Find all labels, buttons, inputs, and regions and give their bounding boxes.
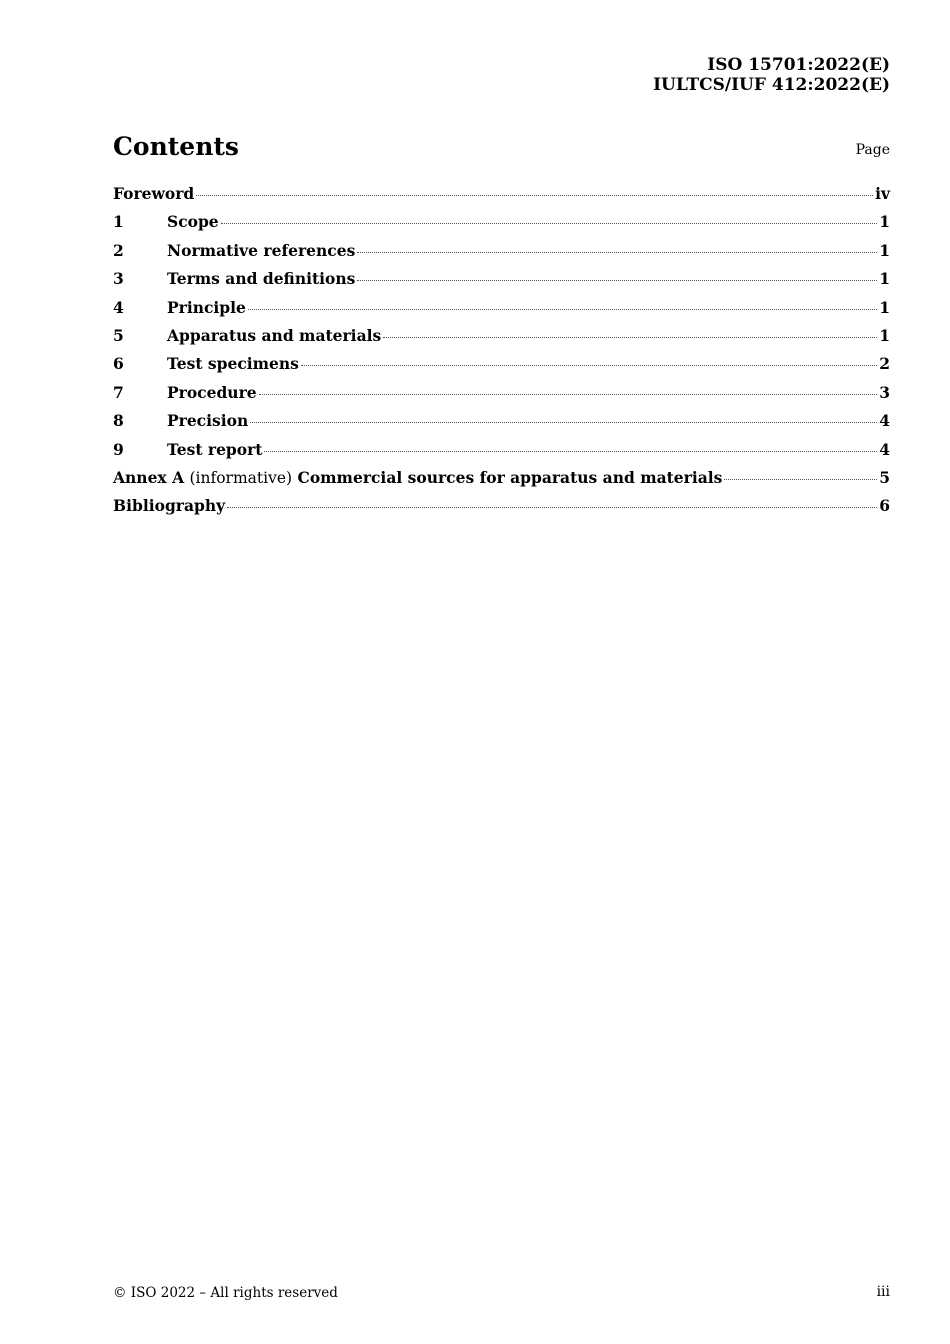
dot-leader	[724, 479, 877, 480]
toc-entry-terms-and-definitions[interactable]	[113, 269, 890, 297]
page-title: Contents	[113, 132, 240, 161]
toc-entry-title: Principle	[167, 297, 246, 317]
toc-entry-number: 8	[113, 411, 124, 431]
dot-leader	[250, 422, 877, 423]
page-number: iii	[876, 1284, 890, 1300]
annex-qualifier: (informative)	[189, 468, 293, 487]
toc-entry-page: 4	[879, 439, 890, 459]
toc-entry-page: 2	[879, 354, 890, 374]
toc-entry-number: 5	[113, 325, 124, 345]
toc-entry-normative-references[interactable]	[113, 241, 890, 269]
toc-entry-title: Procedure	[167, 382, 257, 402]
table-of-contents	[113, 184, 890, 525]
toc-entry-page: 4	[879, 411, 890, 431]
copyright-notice: © ISO 2022 – All rights reserved	[113, 1285, 338, 1301]
document-header	[653, 55, 890, 95]
toc-entry-title	[113, 468, 722, 488]
toc-entry-title: Foreword	[113, 184, 195, 203]
toc-entry-number: 1	[113, 212, 124, 232]
dot-leader	[227, 507, 877, 508]
toc-entry-title: Precision	[167, 411, 249, 431]
toc-entry-scope[interactable]	[113, 212, 890, 240]
toc-entry-page: 1	[879, 212, 890, 232]
toc-entry-bibliography[interactable]	[113, 496, 890, 524]
toc-entry-title: Bibliography	[113, 496, 226, 516]
toc-entry-number: 3	[113, 269, 124, 289]
toc-entry-page: 3	[879, 382, 890, 402]
toc-entry-number: 6	[113, 354, 124, 374]
annex-title: Commercial sources for apparatus and materials	[297, 467, 723, 487]
dot-leader	[221, 223, 878, 224]
iultcs-number: IULTCS/IUF 412:2022(E)	[653, 75, 890, 95]
toc-entry-page: 1	[879, 325, 890, 345]
annex-label: Annex A	[113, 467, 185, 487]
dot-leader	[357, 252, 877, 253]
toc-entry-precision[interactable]	[113, 411, 890, 439]
toc-entry-principle[interactable]	[113, 298, 890, 326]
toc-entry-title: Terms and definitions	[167, 269, 356, 289]
dot-leader	[196, 195, 873, 196]
toc-entry-test-report[interactable]	[113, 440, 890, 468]
dot-leader	[264, 451, 877, 452]
toc-entry-title: Normative references	[167, 240, 356, 260]
toc-entry-page: 5	[879, 467, 890, 487]
dot-leader	[357, 280, 877, 281]
toc-entry-foreword[interactable]	[113, 184, 890, 212]
toc-entry-number: 4	[113, 297, 124, 317]
toc-entry-page: 1	[879, 269, 890, 289]
toc-entry-page: 6	[879, 496, 890, 516]
toc-entry-test-specimens[interactable]	[113, 354, 890, 382]
toc-entry-title: Scope	[167, 212, 219, 232]
toc-entry-annex-a[interactable]	[113, 468, 890, 496]
dot-leader	[248, 309, 877, 310]
toc-entry-page: iv	[875, 184, 890, 203]
dot-leader	[301, 365, 877, 366]
toc-entry-number: 2	[113, 240, 124, 260]
toc-entry-number: 9	[113, 439, 124, 459]
toc-entry-page: 1	[879, 240, 890, 260]
toc-entry-title: Apparatus and materials	[167, 325, 382, 345]
standard-number: ISO 15701:2022(E)	[707, 55, 890, 75]
toc-entry-title: Test report	[167, 439, 263, 459]
toc-entry-number: 7	[113, 382, 124, 402]
toc-entry-apparatus-and-materials[interactable]	[113, 326, 890, 354]
toc-entry-title: Test specimens	[167, 354, 299, 374]
dot-leader	[259, 394, 878, 395]
page-column-label: Page	[855, 142, 890, 158]
dot-leader	[383, 337, 877, 338]
toc-entry-page: 1	[879, 297, 890, 317]
toc-entry-procedure[interactable]	[113, 383, 890, 411]
